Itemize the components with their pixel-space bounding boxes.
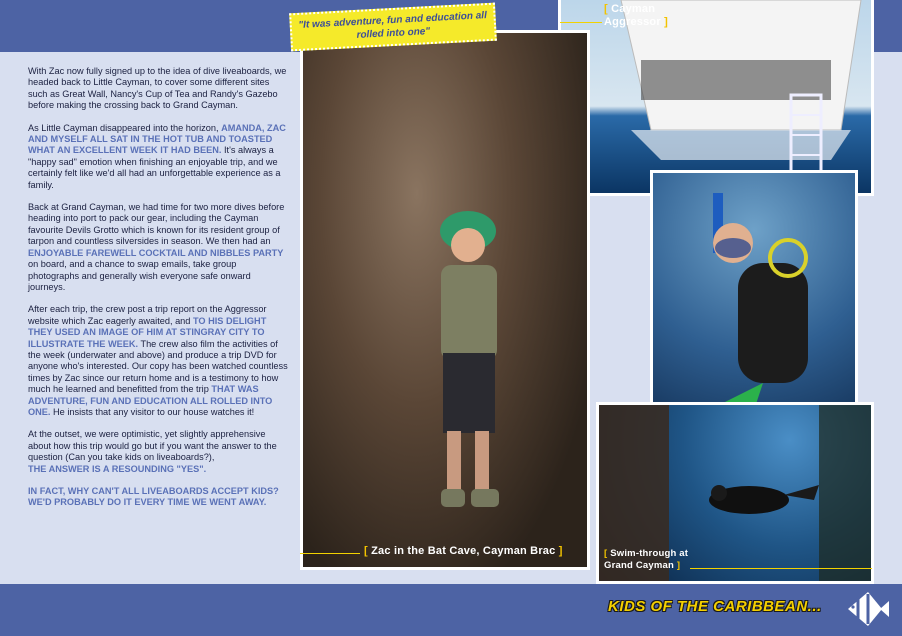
highlight-text: AMANDA, ZAC AND MYSELF ALL SAT IN THE HOT TUB AND TOASTED WHAT AN EXCELLENT WEEK IT HAD BEEN. xyxy=(28,122,286,156)
paragraph-4: After each trip, the crew post a trip report on the Aggressor website which Zac eagerly awaited, and TO HIS DELIGHT THEY USED AN IMAGE OF HIM AT STINGRAY CITY TO ILLUSTRATE THE WEEK. The crew also film the activities of the week (underwater and above) and produce a trip DVD for anyone who's interested. Our copy has been watched countless times by Zac since our return home and is a testimony to how much he learned and benefitted from the trip THAT WAS ADVENTURE, FUN AND EDUCATION ALL ROLLED INTO ONE. He insists that any visitor to our house watches it! xyxy=(28,304,288,417)
caption-rule xyxy=(690,568,872,569)
paragraph-2: As Little Cayman disappeared into the horizon, AMANDA, ZAC AND MYSELF ALL SAT IN THE HOT TUB AND TOASTED WHAT AN EXCELLENT WEEK IT HAD BEEN. It's always a "happy sad" emotion when finishing an enjoyable trip, and we certainly felt like we'd all had an unforgettable experience as a family. xyxy=(28,122,286,190)
highlight-text: THAT WAS ADVENTURE, FUN AND EDUCATION ALL ROLLED INTO ONE. xyxy=(28,384,273,417)
highlight-text: ENJOYABLE FAREWELL COCKTAIL AND NIBBLES PARTY xyxy=(28,247,284,258)
pull-quote: "It was adventure, fun and education all rolled into one" xyxy=(289,3,497,52)
highlight-text: THE ANSWER IS A RESOUNDING "YES". xyxy=(28,463,207,474)
caption-swim: [ Swim-through at Grand Cayman ] xyxy=(604,548,689,571)
boat-photo xyxy=(558,0,874,196)
angelfish-icon xyxy=(842,588,890,630)
cave-photo xyxy=(300,30,590,570)
caption-cave: [ Zac in the Bat Cave, Cayman Brac ] xyxy=(364,545,563,557)
boat-illustration xyxy=(561,0,874,196)
highlight-text: TO HIS DELIGHT THEY USED AN IMAGE OF HIM AT STINGRAY CITY TO ILLUSTRATE THE WEEK. xyxy=(28,315,267,349)
article-body xyxy=(28,66,288,520)
caption-rule xyxy=(560,22,602,23)
caption-boat: [ Cayman Aggressor ] xyxy=(604,3,668,28)
closing-paragraph: IN FACT, WHY CAN'T ALL LIVEABOARDS ACCEPT KIDS? WE'D PROBABLY DO IT EVERY TIME WE WENT AWAY. xyxy=(28,486,279,508)
paragraph-5: At the outset, we were optimistic, yet slightly apprehensive about how this trip would go but if you want the answer to the question (Can you take kids on liveaboards?), THE ANSWER IS A RESOUNDING "YES". xyxy=(28,429,277,474)
paragraph-1: With Zac now fully signed up to the idea of dive liveaboards, we headed back to Little Cayman, to cover some different sites such as Great Wall, Nancy's Cup of Tea and Randy's Gazebo before making the crossing back to Grand Cayman. xyxy=(28,66,287,111)
caption-rule xyxy=(300,553,360,554)
paragraph-3: Back at Grand Cayman, we had time for two more dives before heading into port to pack our gear, including the Cayman favourite Devils Grotto which is known for its resident group of tarpon and countless silversides in season. We then had an ENJOYABLE FAREWELL COCKTAIL AND NIBBLES PARTY on board, and a chance to swap emails, take group photographs and generally wish everyone safe onward journeys. xyxy=(28,202,285,292)
boy-silhouette xyxy=(413,203,523,533)
kids-of-the-caribbean-logo: KIDS OF THE CARIBBEAN... xyxy=(608,598,822,615)
